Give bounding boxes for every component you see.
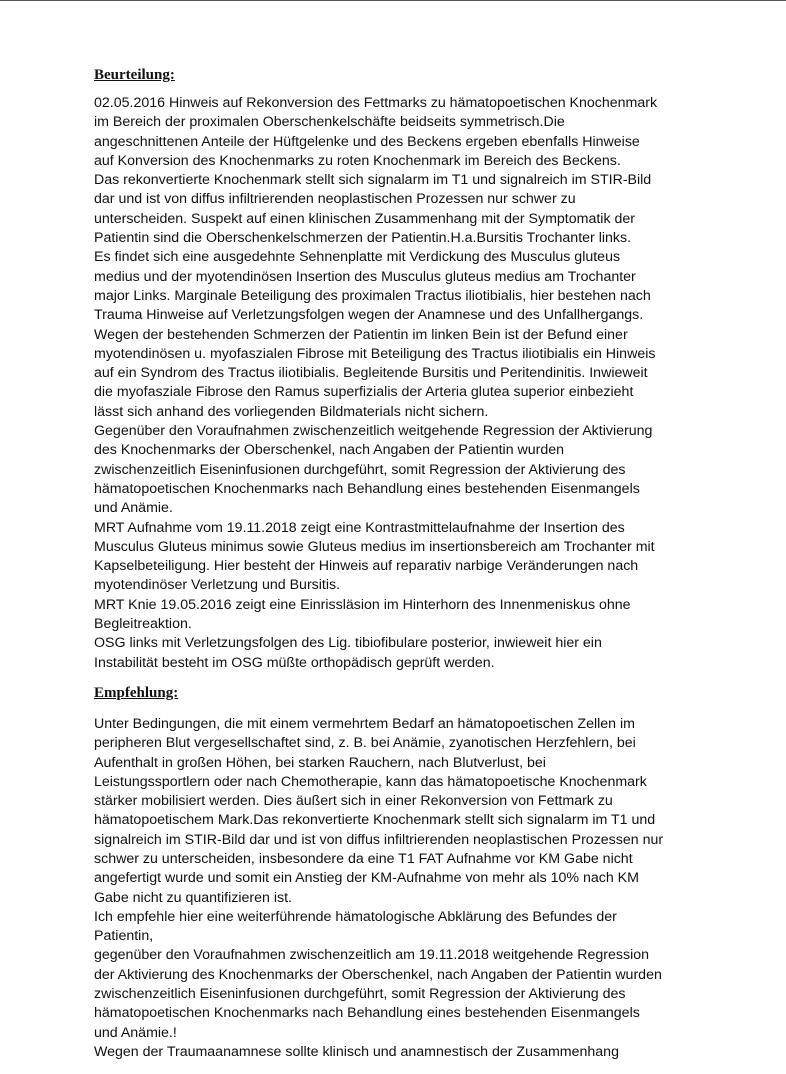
text-line: zwischenzeitlich Eiseninfusionen durchgeführt, somit Regression der Aktivierung des <box>94 461 626 478</box>
text-line: Instabilität besteht im OSG müßte orthopädisch geprüft werden. <box>94 654 495 671</box>
text-line: signalreich im STIR-Bild dar und ist von diffus infiltrierenden neoplastischen Prozessen nur <box>94 831 664 848</box>
text-line: myotendinöser Verletzung und Bursitis. <box>94 577 341 594</box>
text-line: Unter Bedingungen, die mit einem vermehrtem Bedarf an hämatopoetischen Zellen im <box>94 715 635 732</box>
text-line: hämatopoetischen Knochenmarks nach Behandlung eines bestehenden Eisenmangels <box>94 480 640 497</box>
text-line: major Links. Marginale Beteiligung des proximalen Tractus iliotibialis, hier bestehen nach <box>94 287 651 304</box>
text-line: und Anämie.! <box>94 1024 177 1041</box>
text-line: hämatopoetischem Mark.Das rekonvertierte Knochenmark stellt sich signalarm im T1 und <box>94 812 656 829</box>
text-line: Begleitreaktion. <box>94 616 192 633</box>
text-line: unterscheiden. Suspekt auf einen klinischen Zusammenhang mit der Symptomatik der <box>94 210 635 227</box>
text-line: lässt sich anhand des vorliegenden Bildmaterials nicht sichern. <box>94 403 489 420</box>
text-line: MRT Knie 19.05.2016 zeigt eine Einrissläsion im Hinterhorn des Innenmeniskus ohne <box>94 596 631 613</box>
text-line: schwer zu unterscheiden, insbesondere da eine T1 FAT Aufnahme vor KM Gabe nicht <box>94 850 633 867</box>
text-line: Gegenüber den Voraufnahmen zwischenzeitlich weitgehende Regression der Aktivierung <box>94 423 653 440</box>
text-line: zwischenzeitlich Eiseninfusionen durchgeführt, somit Regression der Aktivierung des <box>94 986 626 1003</box>
section-empfehlung <box>94 684 764 1062</box>
text-line: im Bereich der proximalen Oberschenkelschäfte beidseits symmetrisch.Die <box>94 114 565 131</box>
text-line: Gabe nicht zu quantifizieren ist. <box>94 889 292 906</box>
text-line: Wegen der bestehenden Schmerzen der Patientin im linken Bein ist der Befund einer <box>94 326 628 343</box>
page-top-border <box>0 0 786 1</box>
text-line: Trauma Hinweise auf Verletzungsfolgen wegen der Anamnese und des Unfallhergangs. <box>94 307 644 324</box>
section-body-empfehlung <box>94 715 764 1062</box>
text-line: des Knochenmarks der Oberschenkel, nach Angaben der Patientin wurden <box>94 442 565 459</box>
text-line: Kapselbeteiligung. Hier besteht der Hinweis auf reparativ narbige Veränderungen nach <box>94 558 639 575</box>
section-heading-beurteilung: Beurteilung: <box>94 67 175 83</box>
text-line: Leistungssportlern oder nach Chemotherapie, kann das hämatopoetische Knochenmark <box>94 773 647 790</box>
text-line: Es findet sich eine ausgedehnte Sehnenplatte mit Verdickung des Musculus gluteus <box>94 249 621 266</box>
text-line: Das rekonvertierte Knochenmark stellt sich signalarm im T1 und signalreich im STIR-Bild <box>94 172 652 189</box>
text-line: OSG links mit Verletzungsfolgen des Lig. tibiofibulare posterior, inwieweit hier ein <box>94 635 602 652</box>
text-line: Wegen der Traumaanamnese sollte klinisch und anamnestisch der Zusammenhang <box>94 1043 619 1060</box>
text-line: MRT Aufnahme vom 19.11.2018 zeigt eine Kontrastmittelaufnahme der Insertion des <box>94 519 625 536</box>
text-line: Patientin, <box>94 928 154 945</box>
text-line: Aufenthalt in großen Höhen, bei starken Rauchern, nach Blutverlust, bei <box>94 754 546 771</box>
text-line: 02.05.2016 Hinweis auf Rekonversion des Fettmarks zu hämatopoetischen Knochenmark <box>94 95 658 111</box>
text-line: die myofasziale Fibrose den Ramus superfizialis der Arteria glutea superior einbezieht <box>94 384 634 401</box>
text-line: myotendinösen u. myofaszialen Fibrose mit Beteiligung des Tractus iliotibialis ein Hinweis <box>94 345 656 362</box>
text-line: Musculus Gluteus minimus sowie Gluteus medius im insertionsbereich am Trochanter mit <box>94 538 655 555</box>
text-line: angefertigt wurde und somit ein Anstieg der KM-Aufnahme von mehr als 10% nach KM <box>94 870 639 887</box>
text-line: der Aktivierung des Knochenmarks der Oberschenkel, nach Angaben der Patientin wurden <box>94 966 662 983</box>
text-line: stärker mobilisiert werden. Dies äußert sich in einer Rekonversion von Fettmark zu <box>94 793 613 810</box>
text-line: auf ein Syndrom des Tractus iliotibialis. Begleitende Bursitis und Peritendinitis. Inwieweit <box>94 365 648 382</box>
text-line: hämatopoetischen Knochenmarks nach Behandlung eines bestehenden Eisenmangels <box>94 1005 640 1022</box>
document-page <box>94 66 764 1062</box>
text-line: und Anämie. <box>94 500 173 517</box>
section-body-beurteilung <box>94 94 764 673</box>
text-line: gegenüber den Voraufnahmen zwischenzeitlich am 19.11.2018 weitgehende Regression <box>94 947 650 964</box>
text-line: Ich empfehle hier eine weiterführende hämatologische Abklärung des Befundes der <box>94 908 617 925</box>
section-beurteilung <box>94 66 764 673</box>
text-line: angeschnittenen Anteile der Hüftgelenke und des Beckens ergeben ebenfalls Hinweise <box>94 133 640 150</box>
section-heading-empfehlung: Empfehlung: <box>94 684 179 701</box>
text-line: Patientin sind die Oberschenkelschmerzen der Patientin.H.a.Bursitis Trochanter links. <box>94 230 632 247</box>
text-line: auf Konversion des Knochenmarks zu roten Knochenmark im Bereich des Beckens. <box>94 152 621 169</box>
text-line: medius und der myotendinösen Insertion des Musculus gluteus medius am Trochanter <box>94 268 636 285</box>
text-line: peripheren Blut vergesellschaftet sind, z. B. bei Anämie, zyanotischen Herzfehlern, bei <box>94 735 636 752</box>
text-line: dar und ist von diffus infiltrierenden neoplastischen Prozessen nur schwer zu <box>94 191 576 208</box>
